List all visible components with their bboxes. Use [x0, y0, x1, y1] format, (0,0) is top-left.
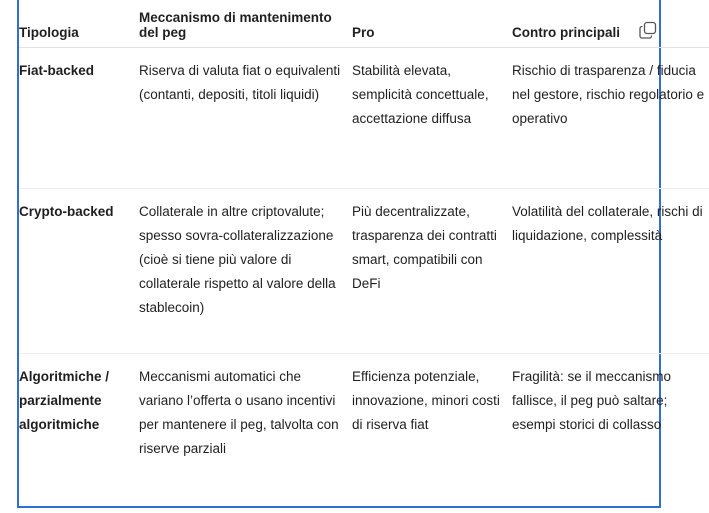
table-header-row [19, 0, 709, 47]
cell-meccanismo: Riserva di valuta fiat o equivalenti (contanti, depositi, titoli liquidi) [139, 47, 352, 188]
cell-meccanismo: Collaterale in altre criptovalute; spesso sovra-collateralizzazione (cioè si tiene più valore di collaterale rispetto al valore della stablecoin) [139, 188, 352, 353]
table-container [17, 0, 705, 508]
copy-icon [639, 21, 657, 39]
cell-contro: Rischio di trasparenza / fiducia nel gestore, rischio regolatorio e operativo [512, 47, 709, 188]
cell-tipologia: Algoritmiche / parzialmente algoritmiche [19, 368, 110, 432]
cell-contro: Volatilità del collaterale, rischi di liquidazione, complessità [512, 188, 709, 353]
cell-pro: Più decentralizzate, trasparenza dei contratti smart, compatibili con DeFi [352, 188, 512, 353]
copy-table-button[interactable] [639, 21, 657, 39]
cell-pro: Stabilità elevata, semplicità concettuale, accettazione diffusa [352, 47, 512, 188]
table-row [19, 47, 709, 188]
cell-contro: Fragilità: se il meccanismo fallisce, il peg può saltare; esempi storici di collasso [512, 368, 672, 432]
table-row [19, 188, 709, 353]
cell-tipologia: Crypto-backed [19, 188, 139, 353]
header-pro: Pro [352, 0, 512, 47]
cell-tipologia: Fiat-backed [19, 47, 139, 188]
table-row [19, 353, 709, 513]
stablecoin-comparison-table [19, 0, 709, 513]
cell-meccanismo: Meccanismi automatici che variano l’offerta o usano incentivi per mantenere il peg, talvolta con riserve parziali [139, 368, 339, 456]
cell-pro: Efficienza potenziale, innovazione, minori costi di riserva fiat [352, 368, 500, 432]
header-tipologia: Tipologia [19, 0, 139, 47]
header-meccanismo: Meccanismo di mantenimento del peg [139, 0, 352, 47]
header-contro: Contro principali [512, 0, 709, 47]
